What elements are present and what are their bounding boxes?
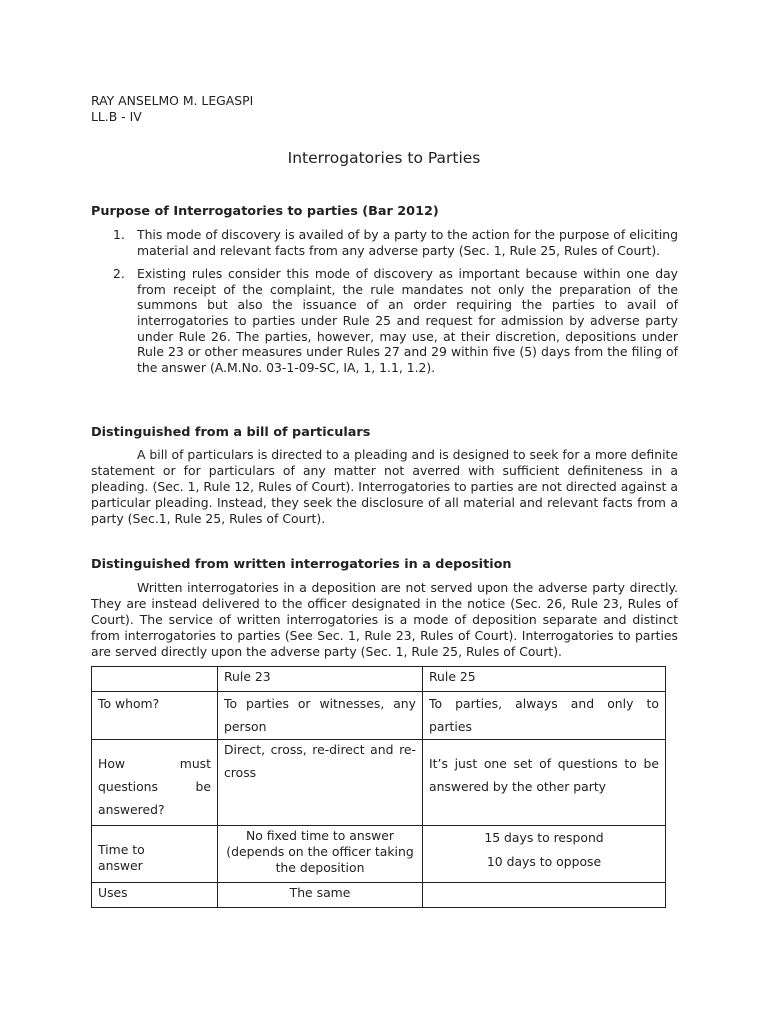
table-cell-label: Uses bbox=[92, 883, 218, 908]
list-item bbox=[91, 227, 678, 258]
cell-line: (depends on the officer taking bbox=[226, 844, 414, 859]
label-word: be bbox=[195, 779, 211, 794]
list-item-text: This mode of discovery is availed of by a party to the action for the purpose of eliciting material and relevant facts from any adverse party (Sec. 1, Rule 25, Rules of Court). bbox=[137, 227, 678, 258]
cell-line: Direct, cross, re-direct and re- bbox=[224, 742, 416, 757]
table-cell-rule25 bbox=[423, 826, 666, 883]
table-cell-rule23 bbox=[218, 740, 423, 826]
cell-line: Time to bbox=[98, 842, 145, 857]
list-item-number: 1. bbox=[113, 227, 125, 242]
author-course: LL.B - IV bbox=[91, 109, 142, 124]
table-cell-label bbox=[92, 826, 218, 883]
cell-line: cross bbox=[224, 765, 257, 780]
table-cell-label bbox=[92, 740, 218, 826]
table-cell-rule23 bbox=[218, 826, 423, 883]
cell-line: the deposition bbox=[275, 860, 365, 875]
table-row bbox=[92, 740, 666, 826]
list-item-number: 2. bbox=[113, 266, 125, 282]
table-row bbox=[92, 826, 666, 883]
section-heading-bill-of-particulars: Distinguished from a bill of particulars bbox=[91, 425, 371, 440]
purpose-list bbox=[91, 227, 678, 383]
list-item-text: Existing rules consider this mode of discovery as important because within one day from receipt of the complaint, the rule mandates not only the preparation of the summons but also the issuance of an order requiring the parties to avail of interrogatories to parties under Rule 25 and request for admission by adverse party under Rule 26. The parties, however, may use, at their discretion, depositions under Rule 23 or other measures under Rules 27 and 29 within five (5) days from the filing of the answer (A.M.No. 03-1-09-SC, IA, 1, 1.1, 1.2). bbox=[137, 266, 678, 375]
list-item bbox=[91, 266, 678, 375]
cell-line: 10 days to oppose bbox=[486, 854, 602, 869]
table-cell-rule23: The same bbox=[218, 883, 423, 908]
cell-line: 15 days to respond bbox=[484, 830, 604, 845]
author-name: RAY ANSELMO M. LEGASPI bbox=[91, 93, 254, 108]
label-word: How bbox=[98, 756, 126, 771]
cell-line: No fixed time to answer bbox=[245, 828, 395, 843]
document-title: Interrogatories to Parties bbox=[287, 149, 481, 167]
cell-line: answer bbox=[98, 858, 143, 873]
written-interrogatories-paragraph: Written interrogatories in a deposition are not served upon the adverse party directly. They are instead delivered to the officer designated in the notice (Sec. 26, Rule 23, Rules of Court). The service of written interrogatories is a mode of deposition separate and distinct from interrogatories to parties (See Sec. 1, Rule 23, Rules of Court). Interrogatories to parties are served directly upon the adverse party (Sec. 1, Rule 25, Rules of Court). bbox=[91, 580, 678, 659]
label-word: answered? bbox=[98, 802, 165, 817]
table-header-rule25: Rule 25 bbox=[423, 667, 666, 692]
table-cell-rule23: To parties or witnesses, any person bbox=[218, 692, 423, 740]
comparison-table bbox=[91, 666, 666, 908]
table-row bbox=[92, 667, 666, 692]
label-word: questions bbox=[98, 779, 158, 794]
table-cell-rule25: To parties, always and only to parties bbox=[423, 692, 666, 740]
table-cell-rule25 bbox=[423, 883, 666, 908]
author-block bbox=[91, 93, 253, 125]
label-word: must bbox=[179, 756, 211, 771]
table-header-blank bbox=[92, 667, 218, 692]
table-row bbox=[92, 883, 666, 908]
table-row bbox=[92, 692, 666, 740]
section-heading-purpose: Purpose of Interrogatories to parties (Bar 2012) bbox=[91, 204, 439, 219]
table-header-rule23: Rule 23 bbox=[218, 667, 423, 692]
table-cell-label: To whom? bbox=[92, 692, 218, 740]
table-cell-rule25: It’s just one set of questions to be answered by the other party bbox=[423, 740, 666, 826]
section-heading-written-interrogatories: Distinguished from written interrogatories in a deposition bbox=[91, 557, 512, 572]
bill-of-particulars-paragraph: A bill of particulars is directed to a pleading and is designed to seek for a more definite statement or for particulars of any matter not averred with sufficient definiteness in a pleading. (Sec. 1, Rule 12, Rules of Court). Interrogatories to parties are not directed against a particular pleading. Instead, they seek the disclosure of all material and relevant facts from a party (Sec.1, Rule 25, Rules of Court). bbox=[91, 447, 678, 526]
